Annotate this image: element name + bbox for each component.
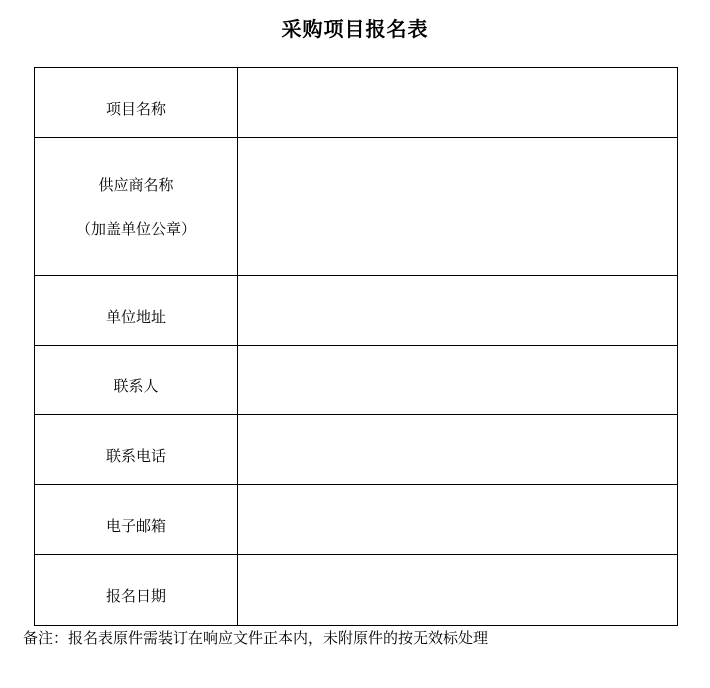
registration-date-field[interactable] [238, 555, 678, 626]
label-supplier-name [35, 138, 238, 276]
footnote: 备注：报名表原件需装订在响应文件正本内，未附原件的按无效标处理 [23, 629, 489, 647]
project-name-field[interactable] [238, 68, 678, 138]
label-text: 报名日期 [105, 587, 166, 605]
table-row [35, 415, 678, 485]
label-text: 供应商名称 [98, 175, 174, 194]
table-row [35, 346, 678, 415]
table-row [35, 68, 678, 138]
address-field[interactable] [238, 276, 678, 346]
label-text: 项目名称 [105, 99, 166, 118]
label-text: 单位地址 [105, 307, 166, 326]
label-text: 联系人 [113, 377, 159, 395]
table-row [35, 138, 678, 276]
supplier-name-field[interactable] [238, 138, 678, 276]
table-row [35, 555, 678, 626]
label-contact-person [35, 346, 238, 415]
label-address [35, 276, 238, 346]
label-phone [35, 415, 238, 485]
label-text: 联系电话 [105, 446, 166, 465]
email-field[interactable] [238, 485, 678, 555]
table-row [35, 485, 678, 555]
phone-field[interactable] [238, 415, 678, 485]
label-text: 电子邮箱 [105, 516, 166, 535]
label-subtext: （加盖单位公章） [75, 219, 196, 238]
contact-person-field[interactable] [238, 346, 678, 415]
form-title: 采购项目报名表 [281, 17, 429, 41]
table-row [35, 276, 678, 346]
label-registration-date [35, 555, 238, 626]
label-project-name [35, 68, 238, 138]
label-email [35, 485, 238, 555]
registration-table [34, 67, 678, 626]
